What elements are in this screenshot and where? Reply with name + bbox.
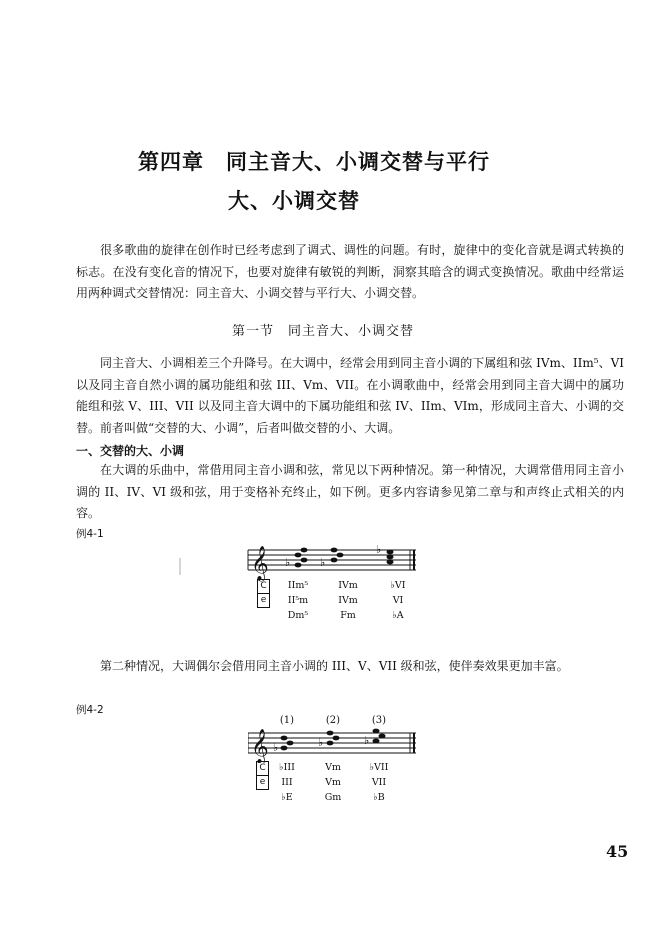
example-4-2-staff bbox=[248, 727, 428, 763]
svg-text:♭: ♭ bbox=[285, 556, 291, 569]
example-4-1-chord-r1-c1: IIm⁵ bbox=[287, 580, 309, 591]
example-4-2-key-minor: e bbox=[256, 775, 269, 790]
svg-text:𝄞: 𝄞 bbox=[251, 729, 269, 763]
example-4-2-chord-r2-c2: Vm bbox=[325, 777, 341, 788]
example-4-2-chord-r1-c2: Vm bbox=[325, 762, 341, 773]
example-4-1-chord-r2-c3: VI bbox=[392, 595, 404, 606]
svg-text:♭: ♭ bbox=[364, 734, 370, 747]
example-4-1-chord-r3-c1: Dm⁵ bbox=[287, 610, 309, 621]
example-4-2-chord-r3-c1: ♭E bbox=[281, 792, 293, 803]
section-paragraph-2: 在大调的乐曲中，常借用同主音小调和弦，常见以下两种情况。第一种情况，大调常借用同主音小调的 II、IV、VI 级和弦，用于变格补充终止，如下例。更多内容请参见第二章与和声终止式相关的内容。 bbox=[76, 463, 624, 520]
chapter-title-line1: 第四章 同主音大、小调交替与平行 bbox=[138, 150, 490, 174]
example-4-1-chord-r2-c1: II⁵m bbox=[287, 595, 309, 606]
example-4-2-chord-r2-c3: VII bbox=[371, 777, 387, 788]
example-4-2-mark-1: (1) bbox=[279, 715, 295, 726]
example-4-2-mark-3: (3) bbox=[371, 715, 387, 726]
example-4-1-key-minor: e bbox=[257, 593, 270, 608]
example-4-2-key-major: C bbox=[256, 761, 269, 776]
example-4-2-chord-r2-c1: III bbox=[281, 777, 293, 788]
section-title: 第一节 同主音大、小调交替 bbox=[232, 324, 415, 339]
example-4-1-chord-r3-c3: ♭A bbox=[392, 610, 404, 621]
example-4-1-label: 例4-1 bbox=[76, 528, 104, 540]
svg-text:♭: ♭ bbox=[376, 543, 382, 556]
example-4-2-chord-r1-c3: ♭VII bbox=[369, 762, 389, 773]
example-4-2-chord-r1-c1: ♭III bbox=[279, 762, 295, 773]
intro-paragraph: 很多歌曲的旋律在创作时已经考虑到了调式、调性的问题。有时，旋律中的变化音就是调式转换的标志。在没有变化音的情况下，也要对旋律有敏锐的判断，洞察其暗含的调式变换情况。歌曲中经常运用两种调式交替情况：同主音大、小调交替与平行大、小调交替。 bbox=[76, 243, 624, 300]
section-paragraph-1: 同主音大、小调相差三个升降号。在大调中，经常会用到同主音小调的下属组和弦 IVm、IIm⁵、VI 以及同主音自然小调的属功能组和弦 III、Vm、VII。在小调歌曲中，经常会用到同主音大调中的属功能组和弦 V、III、VII 以及同主音大调中的下属功能组和弦 IV、IIm、VIm，形成同主音大、小调的交替。前者叫做“交替的大、小调”，后者叫做交替的小、大调。 bbox=[76, 356, 624, 435]
section-paragraph-3: 第二种情况，大调偶尔会借用同主音小调的 III、V、VII 级和弦，使伴奏效果更加丰富。 bbox=[100, 659, 569, 673]
example-4-1-chord-r1-c3: ♭VI bbox=[390, 580, 406, 591]
example-4-2-chord-r3-c2: Gm bbox=[324, 792, 342, 803]
example-4-2-chord-r3-c3: ♭B bbox=[373, 792, 385, 803]
svg-text:♭: ♭ bbox=[320, 556, 326, 569]
page-number: 45 bbox=[606, 842, 629, 861]
example-4-2-label: 例4-2 bbox=[76, 704, 104, 716]
example-4-1-chord-r1-c2: IVm bbox=[338, 580, 358, 591]
example-4-1-chord-r3-c2: Fm bbox=[340, 610, 356, 621]
chapter-title-line2: 大、小调交替 bbox=[228, 189, 360, 213]
example-4-1-chord-r2-c2: IVm bbox=[338, 595, 358, 606]
svg-text:♭: ♭ bbox=[318, 736, 324, 749]
svg-text:♭: ♭ bbox=[273, 741, 279, 754]
example-4-1-staff bbox=[178, 540, 428, 585]
subheading-alternating-major-minor: 一、交替的大、小调 bbox=[76, 444, 185, 458]
svg-text:𝄞: 𝄞 bbox=[251, 546, 269, 581]
example-4-1-key-major: C bbox=[257, 579, 270, 594]
example-4-2-mark-2: (2) bbox=[325, 715, 341, 726]
